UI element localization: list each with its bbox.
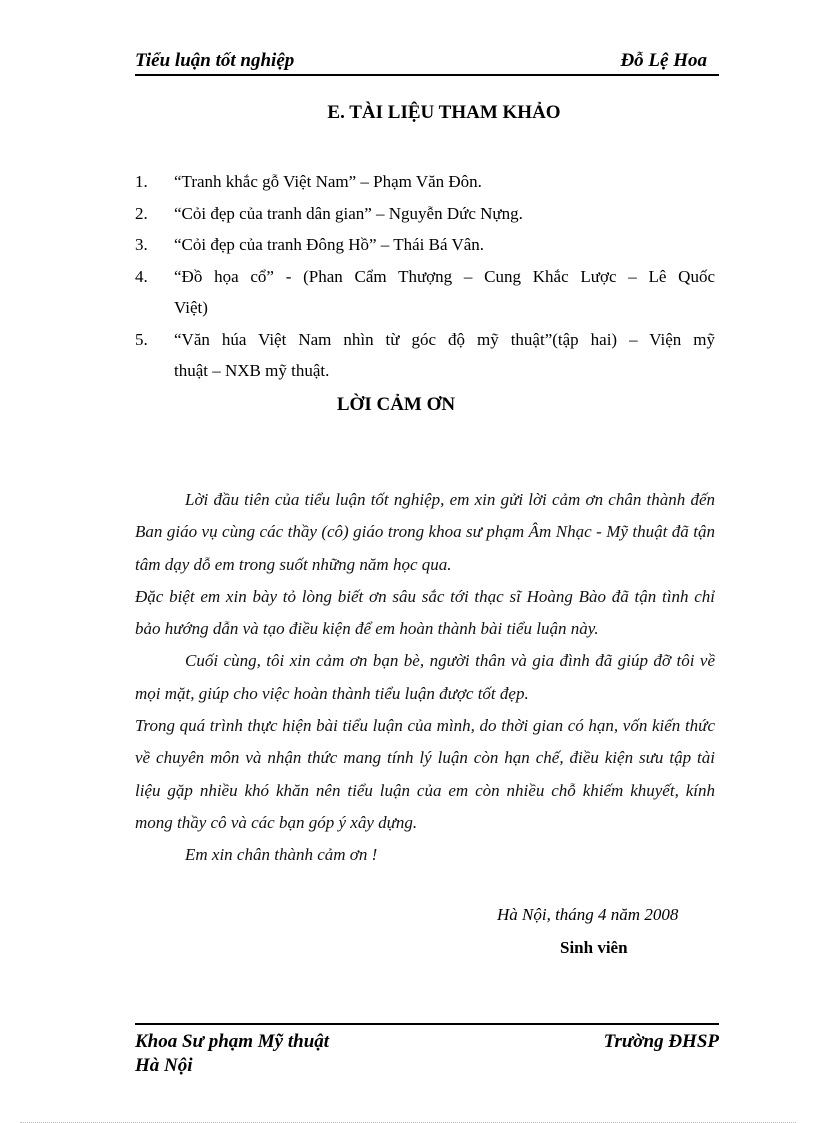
reference-text: “Đồ họa cổ” - (Phan Cẩm Thượng – Cung Khắc Lược – Lê Quốc — [174, 266, 715, 286]
reference-text: “Cỏi đẹp của tranh Đông Hồ” – Thái Bá Vân. — [174, 235, 485, 254]
references-list — [135, 166, 715, 387]
reference-number: 4. — [135, 266, 148, 286]
reference-item — [135, 198, 715, 230]
reference-number: 5. — [135, 329, 148, 349]
footer-school: Trường ĐHSP — [603, 1031, 719, 1052]
place-date: Hà Nội, tháng 4 năm 2008 — [497, 905, 679, 924]
reference-text: “Văn húa Việt Nam nhìn từ góc độ mỹ thuật”(tập hai) – Viện mỹ — [174, 329, 715, 349]
reference-text: “Tranh khắc gỗ Việt Nam” – Phạm Văn Đôn. — [174, 172, 482, 191]
footer-faculty-line1: Khoa Sư phạm Mỹ thuật — [135, 1031, 330, 1052]
acknowledgement-paragraph: Cuối cùng, tôi xin cảm ơn bạn bè, người thân và gia đình đã giúp đỡ tôi về mọi mặt, giúp cho việc hoàn thành tiểu luận được tốt đẹp. — [135, 651, 715, 703]
header-left-title: Tiểu luận tốt nghiệp — [135, 50, 295, 71]
page-header — [135, 50, 719, 76]
acknowledgement-body — [135, 484, 715, 872]
footer-faculty-line2: Hà Nội — [135, 1055, 193, 1076]
reference-number: 1. — [135, 172, 148, 191]
reference-item — [135, 261, 715, 324]
reference-number: 2. — [135, 203, 148, 223]
acknowledgement-paragraph: Trong quá trình thực hiện bài tiểu luận của mình, do thời gian có hạn, vốn kiến thức về chuyên môn và nhận thức mang tính lý luận còn hạn chế, điều kiện sưu tập tài liệu gặp nhiều khó khăn nên tiểu luận của em còn nhiều chỗ khiếm khuyết, kính mong thầy cô và các bạn góp ý xây dựng. — [135, 716, 715, 832]
reference-item — [135, 324, 715, 387]
acknowledgement-closing: Em xin chân thành cảm ơn ! — [185, 845, 378, 865]
footer-divider — [135, 1023, 719, 1025]
reference-number: 3. — [135, 235, 148, 254]
header-author: Đỗ Lệ Hoa — [620, 50, 707, 71]
acknowledgement-paragraph: Đặc biệt em xin bày tỏ lòng biết ơn sâu sắc tới thạc sĩ Hoàng Bào đã tận tình chỉ bảo hướng dẫn và tạo điều kiện để em hoàn thành bài tiểu luận này. — [135, 586, 715, 639]
signer-label: Sinh viên — [560, 938, 628, 957]
reference-item — [135, 229, 715, 261]
reference-item — [135, 166, 715, 198]
reference-text-continued: thuật – NXB mỹ thuật. — [174, 361, 330, 380]
references-title: E. TÀI LIỆU THAM KHẢO — [327, 102, 561, 123]
acknowledgement-paragraph: Lời đầu tiên của tiểu luận tốt nghiệp, em xin gửi lời cảm ơn chân thành đến Ban giáo vụ cùng các thầy (cô) giáo trong khoa sư phạm Âm Nhạc - Mỹ thuật đã tận tâm dạy dỗ em trong suốt những năm học qua. — [135, 490, 715, 574]
footer-faculty — [135, 1030, 329, 1078]
acknowledgement-title: LỜI CẢM ƠN — [336, 394, 456, 415]
reference-text-continued: Việt) — [174, 298, 208, 317]
reference-text: “Cỏi đẹp của tranh dân gian” – Nguyễn Dức Nựng. — [174, 203, 523, 223]
